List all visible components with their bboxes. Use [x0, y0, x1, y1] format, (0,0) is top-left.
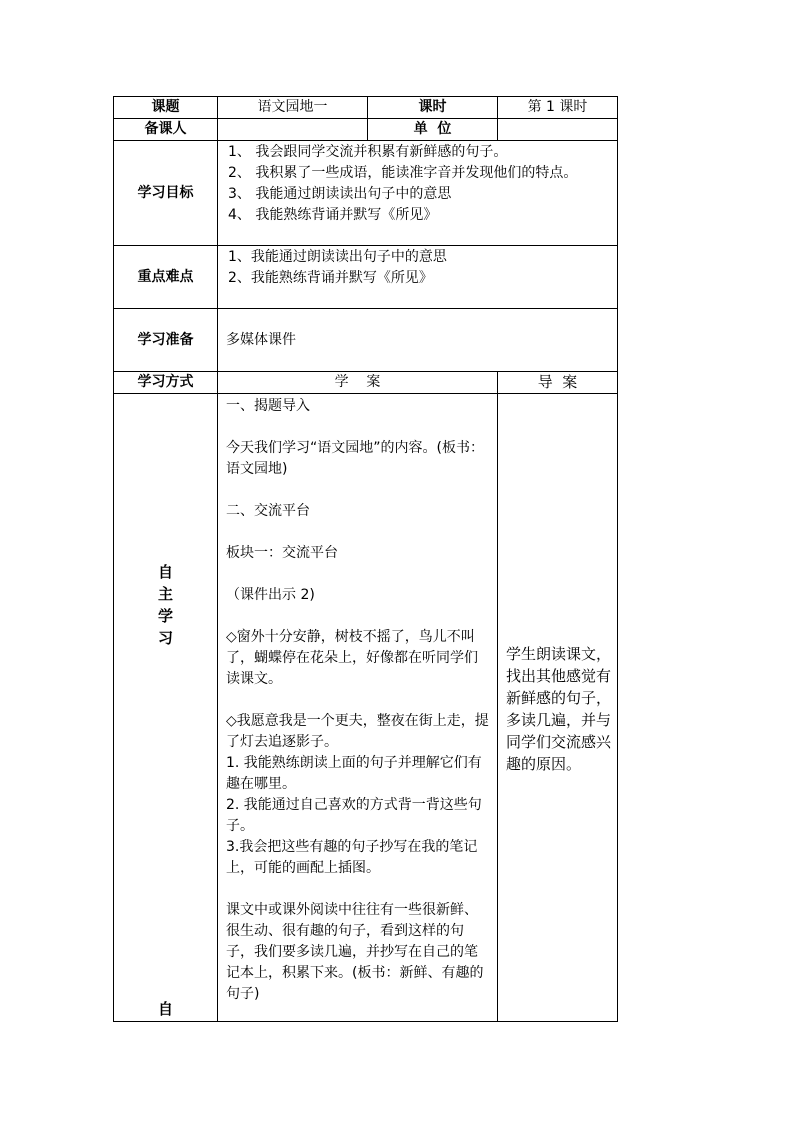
method-label: 学习方式 [114, 372, 218, 394]
preparer-value [218, 119, 368, 141]
goal-item: 1、 我会跟同学交流并积累有新鲜感的句子。 [228, 144, 508, 160]
plan-paragraph: 1. 我能熟练朗读上面的句子并理解它们有趣在哪里。 [226, 755, 482, 792]
label-unit: 单 位 [368, 119, 498, 141]
self-study-char: 主 [157, 585, 173, 603]
self-study-char: 自 [157, 563, 173, 581]
plan-content [218, 394, 498, 1022]
method-row [114, 372, 618, 394]
self-study-char: 学 [157, 607, 173, 625]
plan-paragraph: 板块一：交流平台 [226, 545, 338, 561]
plan-paragraph: 课文中或课外阅读中往往有一些很新鲜、很生动、很有趣的句子，看到这样的句子，我们要多读几遍，并抄写在自己的笔记本上，积累下来。(板书：新鲜、有趣的句子) [226, 902, 484, 1002]
self-study-label [114, 394, 218, 1022]
goals-label: 学习目标 [114, 141, 218, 246]
plan-paragraph: ◇我愿意我是一个更夫，整夜在街上走，提了灯去追逐影子。 [226, 713, 489, 750]
plan-paragraph: ◇窗外十分安静，树枝不摇了，鸟儿不叫了，蝴蝶停在花朵上，好像都在听同学们读课文。 [226, 629, 478, 687]
label-topic: 课题 [114, 97, 218, 119]
goal-item: 2、 我积累了一些成语，能读准字音并发现他们的特点。 [228, 165, 578, 181]
topic-value: 语文园地一 [218, 97, 368, 119]
plan-paragraph: 二、交流平台 [226, 503, 310, 519]
goals-row [114, 141, 618, 246]
guide-content [498, 394, 618, 1022]
plan-paragraph: 一、揭题导入 [226, 398, 310, 414]
plan-paragraph: 今天我们学习“语文园地”的内容。(板书：语文园地) [226, 440, 484, 477]
plan-paragraph: （课件出示 2) [226, 587, 315, 603]
header-row-topic [114, 97, 618, 119]
goal-item: 4、 我能熟练背诵并默写《所见》 [228, 207, 438, 223]
lesson-plan-table [113, 96, 618, 1022]
label-preparer: 备课人 [114, 119, 218, 141]
preparation-label: 学习准备 [114, 309, 218, 372]
self-study-row [114, 394, 618, 1022]
preparation-row [114, 309, 618, 372]
key-point-item: 1、我能通过朗读读出句子中的意思 [228, 249, 447, 265]
key-points-label: 重点难点 [114, 246, 218, 309]
self-study-char-continued: 自 [157, 1000, 173, 1018]
goals-content [218, 141, 618, 246]
guide-header: 导 案 [498, 372, 618, 394]
self-study-char: 习 [157, 629, 173, 647]
plan-header: 学 案 [218, 372, 498, 394]
plan-paragraph: 2. 我能通过自己喜欢的方式背一背这些句子。 [226, 797, 482, 834]
goal-item: 3、 我能通过朗读读出句子中的意思 [228, 186, 452, 202]
period-value: 第 1 课时 [498, 97, 618, 119]
key-points-content [218, 246, 618, 309]
key-points-row [114, 246, 618, 309]
preparation-value: 多媒体课件 [218, 309, 618, 372]
guide-text: 学生朗读课文，找出其他感觉有新鲜感的句子，多读几遍，并与同学们交流感兴趣的原因。 [506, 645, 612, 773]
key-point-item: 2、我能熟练背诵并默写《所见》 [228, 270, 433, 286]
header-row-preparer [114, 119, 618, 141]
plan-paragraph: 3.我会把这些有趣的句子抄写在我的笔记上，可能的画配上插图。 [226, 839, 478, 876]
unit-value [498, 119, 618, 141]
label-period: 课时 [368, 97, 498, 119]
